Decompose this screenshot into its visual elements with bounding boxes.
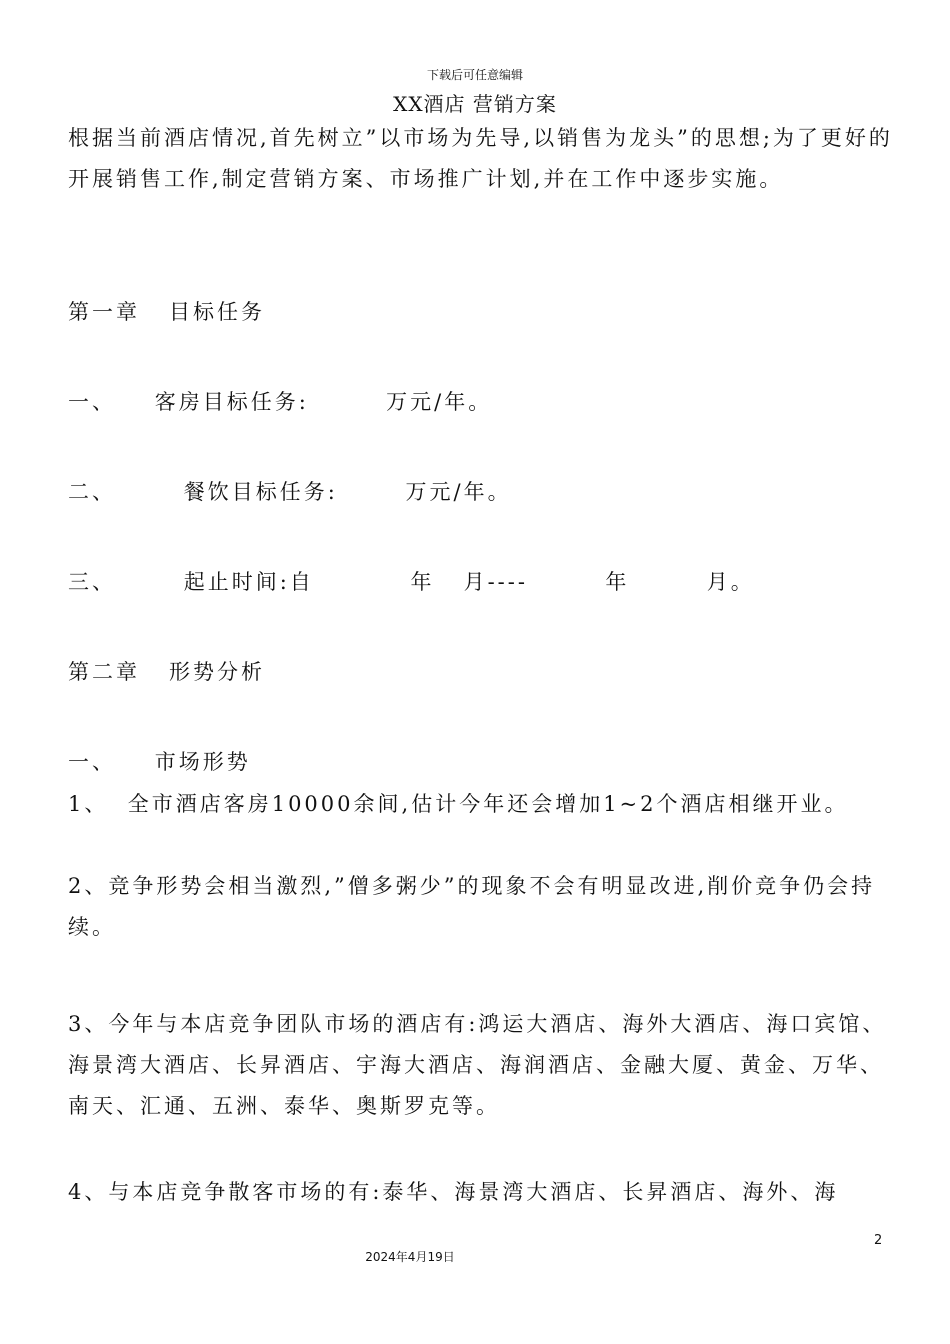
- footer-date: 2024年4月19日: [365, 1250, 455, 1264]
- room-target-item: 一、 客房目标任务: 万元/年。: [68, 390, 493, 414]
- market-point-2: 2、竞争形势会相当激烈,”僧多粥少”的现象不会有明显改进,削价竞争仍会持续。: [68, 874, 876, 939]
- period-item: 三、 起止时间:自 年 月---- 年 月。: [68, 570, 755, 594]
- document-title: XX酒店 营销方案: [393, 92, 557, 116]
- header-note: 下载后可任意编辑: [426, 68, 523, 82]
- chapter2-heading: 第二章 形势分析: [68, 660, 266, 684]
- page-number: 2: [874, 1233, 883, 1248]
- market-point-4: 4、与本店竞争散客市场的有:泰华、海景湾大酒店、长昇酒店、海外、海: [68, 1180, 839, 1204]
- chapter1-heading: 第一章 目标任务: [68, 300, 266, 324]
- market-point-1: 1、 全市酒店客房10000余间,估计今年还会增加1~2个酒店相继开业。: [68, 792, 849, 816]
- intro-paragraph: 根据当前酒店情况,首先树立”以市场为先导,以销售为龙头”的思想;为了更好的开展销售工作,制定营销方案、市场推广计划,并在工作中逐步实施。: [68, 126, 893, 191]
- dining-target-item: 二、 餐饮目标任务: 万元/年。: [68, 480, 512, 504]
- market-section-heading: 一、 市场形势: [68, 750, 251, 774]
- market-point-3: 3、今年与本店竞争团队市场的酒店有:鸿运大酒店、海外大酒店、海口宾馆、海景湾大酒店、长昇酒店、宇海大酒店、海润酒店、金融大厦、黄金、万华、南天、汇通、五洲、泰华、奥斯罗克等。: [68, 1012, 887, 1118]
